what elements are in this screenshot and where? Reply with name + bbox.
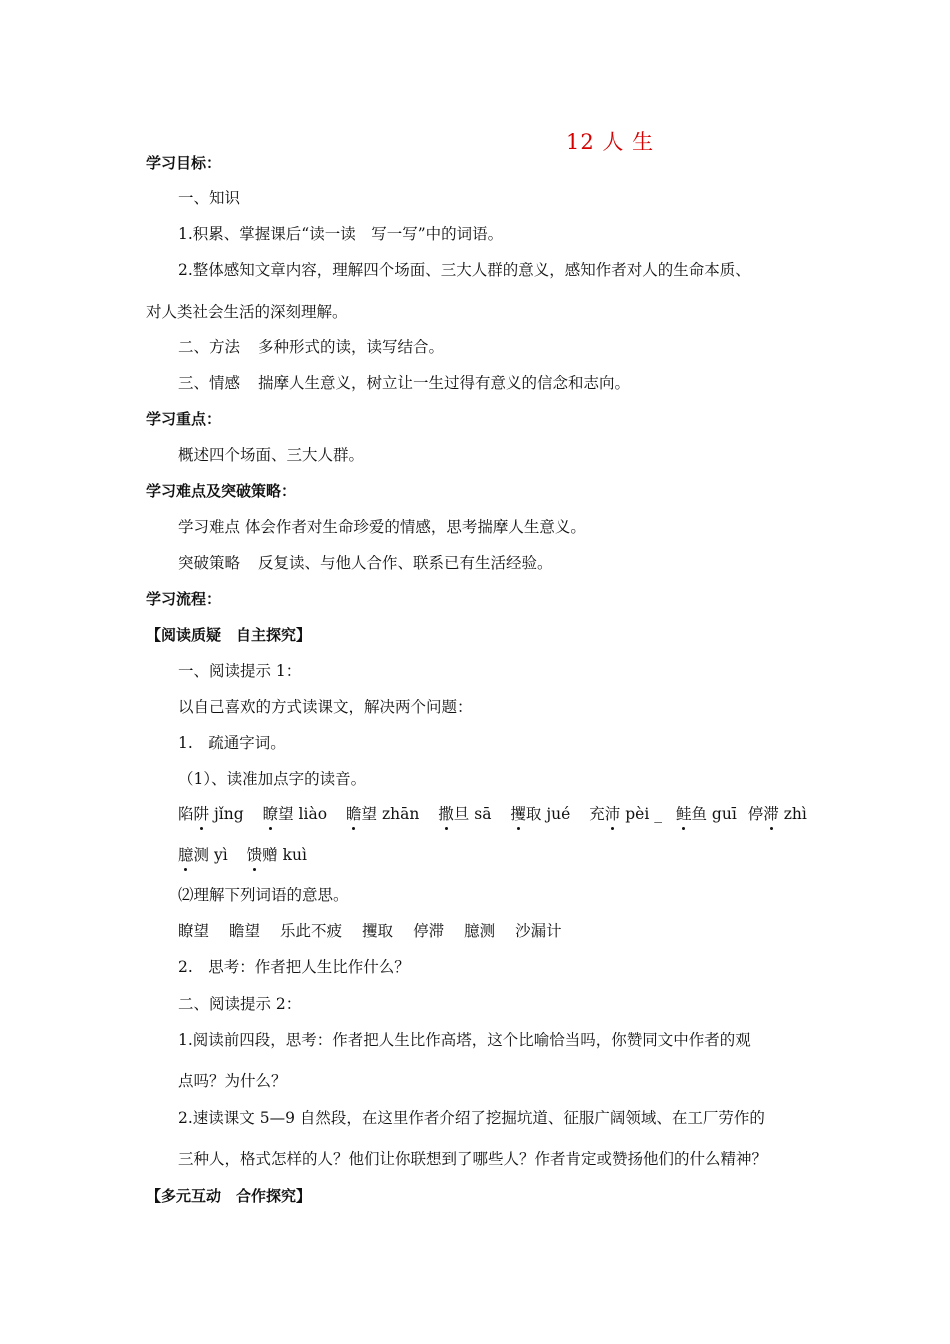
question-1-1: （1）、读准加点字的读音。	[178, 770, 367, 788]
pinyin-item: 臆测 yì	[178, 846, 228, 864]
vocab-word: 沙漏计	[515, 922, 562, 940]
emotion-label: 三、情感	[178, 374, 241, 392]
pinyin-item: 馈赠 kuì	[246, 846, 307, 864]
vocab-word: 瞻望	[229, 922, 261, 940]
strategy-line	[178, 553, 553, 573]
heading-difficulty: 学习难点及突破策略：	[146, 482, 297, 500]
objective-k2-line1: 2.整体感知文章内容，理解四个场面、三大人群的意义，感知作者对人的生命本质、	[178, 261, 751, 279]
pinyin-item: 停滞 zhì	[747, 805, 807, 823]
vocab-list	[178, 921, 582, 941]
tip2-question-2-line2: 三种人，格式怎样的人？他们让你联想到了哪些人？作者肯定或赞扬他们的什么精神？	[178, 1150, 768, 1168]
tip2-question-1-line2: 点吗？为什么？	[178, 1072, 287, 1090]
reading-tip-1-intro: 以自己喜欢的方式读课文，解决两个问题：	[178, 698, 473, 716]
vocab-word: 瞭望	[178, 922, 210, 940]
method-text: 多种形式的读，读写结合。	[258, 338, 445, 356]
section-reading: 【阅读质疑 自主探究】	[146, 626, 312, 644]
pinyin-item: 充沛 pèi _	[589, 805, 662, 823]
objective-emotion	[178, 373, 630, 393]
heading-key-points: 学习重点：	[146, 410, 222, 428]
objective-k2-line2: 对人类社会生活的深刻理解。	[146, 303, 348, 321]
page-title: 12 人 生	[566, 130, 655, 154]
question-2: 2. 思考：作者把人生比作什么？	[178, 958, 410, 976]
strategy-label: 突破策略	[178, 554, 241, 572]
section-cooperation: 【多元互动 合作探究】	[146, 1187, 312, 1205]
difficulty-text: 学习难点 体会作者对生命珍爱的情感，思考揣摩人生意义。	[178, 518, 586, 536]
vocab-word: 乐此不疲	[280, 922, 343, 940]
key-points-text: 概述四个场面、三大人群。	[178, 446, 365, 464]
objective-method	[178, 337, 444, 357]
emotion-text: 揣摩人生意义，树立让一生过得有意义的信念和志向。	[258, 374, 631, 392]
objective-knowledge: 一、知识	[178, 189, 241, 207]
pinyin-item: 攫取 jué	[510, 805, 571, 823]
question-1-2: ⑵理解下列词语的意思。	[178, 886, 349, 904]
vocab-word: 停滞	[413, 922, 445, 940]
pinyin-item: 瞻望 zhān	[345, 805, 420, 823]
tip2-question-2-line1: 2.速读课文 5—9 自然段，在这里作者介绍了挖掘坑道、征服广阔领域、在工厂劳作的	[178, 1109, 765, 1127]
pinyin-row-1	[178, 804, 807, 824]
method-label: 二、方法	[178, 338, 241, 356]
vocab-word: 臆测	[464, 922, 496, 940]
reading-tip-1: 一、阅读提示 1：	[178, 662, 302, 680]
tip2-question-1-line1: 1.阅读前四段，思考：作者把人生比作高塔，这个比喻恰当吗，你赞同文中作者的观	[178, 1031, 751, 1049]
heading-process: 学习流程：	[146, 590, 222, 608]
question-1: 1. 疏通字词。	[178, 734, 286, 752]
heading-objectives: 学习目标：	[146, 154, 222, 172]
objective-k1: 1.积累、掌握课后“读一读 写一写”中的词语。	[178, 225, 504, 243]
vocab-word: 攫取	[362, 922, 394, 940]
reading-tip-2: 二、阅读提示 2：	[178, 995, 302, 1013]
pinyin-item: 陷阱 jǐng	[178, 805, 244, 823]
pinyin-item: 瞭望 liào	[262, 805, 328, 823]
pinyin-item: 鲑鱼 guī	[675, 805, 737, 823]
strategy-text: 反复读、与他人合作、联系已有生活经验。	[258, 554, 553, 572]
pinyin-row-2	[178, 845, 307, 865]
pinyin-item: 撒旦 sā	[438, 805, 492, 823]
